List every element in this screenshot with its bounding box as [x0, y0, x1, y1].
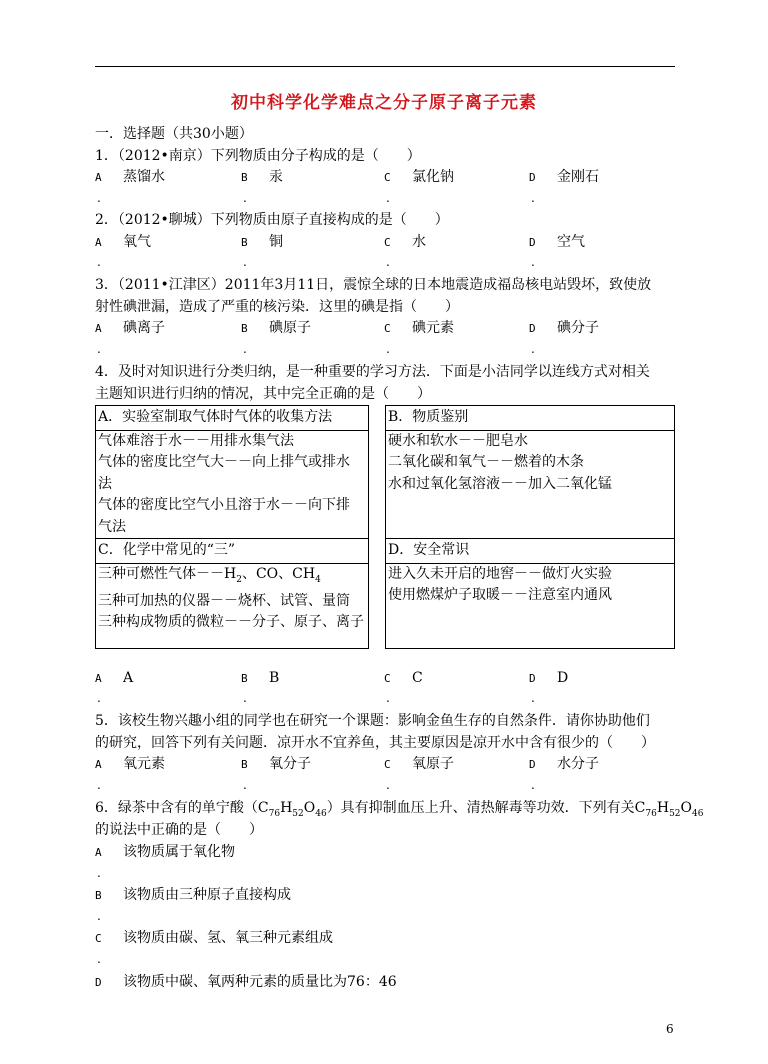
section-heading: 一．选择题（共30小题） [95, 126, 253, 142]
question-2-stem: 2．（2012•聊城）下列物质由原子直接构成的是（ ） [95, 212, 449, 228]
q4-dot-d: . [531, 691, 535, 705]
cell-c-line: 三种可燃性气体$--H_2$、CO、$CH_4$ [98, 565, 321, 585]
q3-option-d[interactable]: D 碘分子 [529, 320, 599, 336]
q1-dot-c: . [386, 191, 390, 205]
cell-b-line: 水和过氧化氢溶液－－加入二氧化锰 [388, 475, 612, 492]
q3-dot-d: . [531, 342, 535, 356]
q4-option-b[interactable]: B B [241, 670, 280, 686]
table-gap [369, 539, 386, 649]
q5-dot-c: . [386, 778, 390, 792]
q6-option-b[interactable]: B 该物质由三种原子直接构成 [95, 887, 291, 903]
question-5-stem-line-1: 5．该校生物兴趣小组的同学也在研究一个课题：影响金鱼生存的自然条件．请你协助他们 [95, 713, 650, 729]
q2-option-b[interactable]: B 铜 [241, 234, 283, 250]
question-5-stem-line-2: 的研究，回答下列有关问题．凉开水不宜养鱼，其主要原因是凉开水中含有很少的（ ） [95, 735, 655, 751]
cell-a-line: 气体的密度比空气大－－向上排气或排水 [98, 454, 350, 470]
q3-dot-b: . [243, 342, 247, 356]
q2-dot-c: . [386, 255, 390, 269]
q5-dot-a: . [97, 778, 101, 792]
q5-dot-b: . [243, 778, 247, 792]
page-number: 6 [666, 1022, 674, 1036]
cell-a-heading: A．实验室制取气体时气体的收集方法 [96, 406, 368, 431]
q1-option-a[interactable]: A 蒸馏水 [95, 169, 165, 185]
cell-a-line: 气法 [98, 518, 126, 535]
question-1-stem: 1．（2012•南京）下列物质由分子构成的是（ ） [95, 148, 421, 164]
question-3-stem-line-2: 射性碘泄漏，造成了严重的核污染．这里的碘是指（ ） [95, 299, 459, 315]
q5-option-d[interactable]: D 水分子 [529, 756, 599, 772]
q2-dot-a: . [97, 255, 101, 269]
question-4-stem-line-2: 主题知识进行归纳的情况，其中完全正确的是（ ） [95, 386, 431, 402]
table-cell-c [96, 539, 369, 649]
cell-a-line: 气体的密度比空气小且溶于水－－向下排 [98, 497, 350, 513]
table-gap [369, 406, 386, 539]
q5-option-c[interactable]: C 氧原子 [384, 756, 454, 772]
q6-option-c[interactable]: C 该物质由碳、氢、氧三种元素组成 [95, 930, 333, 946]
cell-a-body [96, 431, 368, 539]
q2-dot-d: . [531, 255, 535, 269]
cell-a-line: 法 [98, 475, 112, 492]
q4-option-a[interactable]: A A [95, 670, 134, 686]
q3-option-b[interactable]: B 碘原子 [241, 320, 311, 336]
q1-dot-d: . [531, 191, 535, 205]
question-3-stem-line-1: 3．（2011•江津区）2011年3月11日，震惊全球的日本地震造成福岛核电站毁坏，致使放 [95, 277, 652, 293]
cell-b-heading: B．物质鉴别 [386, 406, 674, 431]
cell-d-line: 使用燃煤炉子取暖－－注意室内通风 [388, 587, 612, 603]
q2-option-a[interactable]: A 氧气 [95, 234, 151, 250]
q1-option-d[interactable]: D 金刚石 [529, 169, 599, 185]
cell-c-line: 三种构成物质的微粒－－分子、原子、离子 [98, 614, 364, 631]
classification-table [95, 405, 675, 649]
q6-dot-c: . [97, 952, 101, 966]
q1-option-c[interactable]: C 氯化钠 [384, 169, 454, 185]
table-cell-b [386, 406, 675, 539]
cell-b-line: 二氧化碳和氧气－－燃着的木条 [388, 454, 584, 470]
q1-option-b[interactable]: B 汞 [241, 169, 283, 185]
q1-dot-b: . [243, 191, 247, 205]
q2-dot-b: . [243, 255, 247, 269]
table-cell-a [96, 406, 369, 539]
cell-d-body [386, 564, 674, 607]
question-4-stem-line-1: 4．及时对知识进行分类归纳，是一种重要的学习方法．下面是小洁同学以连线方式对相关 [95, 364, 650, 380]
cell-c-body [96, 564, 368, 634]
q5-option-a[interactable]: A 氧元素 [95, 756, 165, 772]
q1-dot-a: . [97, 191, 101, 205]
cell-d-heading: D．安全常识 [386, 539, 674, 564]
q6-dot-b: . [97, 909, 101, 923]
q4-dot-a: . [97, 691, 101, 705]
q6-option-a[interactable]: A 该物质属于氧化物 [95, 844, 235, 860]
q3-dot-a: . [97, 342, 101, 356]
cell-b-body [386, 431, 674, 496]
q6-option-d[interactable]: D 该物质中碳、氧两种元素的质量比为76：46 [95, 974, 397, 990]
q3-option-a[interactable]: A 碘离子 [95, 320, 165, 336]
question-6-stem-line-1: 6．绿茶中含有的单宁酸$(C_{76}H_{52}O_{46})$具有抑制血压上升、清热解毒等功效．下列有关$C_{76}H_{52}O_{46}$ [95, 800, 704, 819]
q2-option-d[interactable]: D 空气 [529, 234, 585, 250]
q3-option-c[interactable]: C 碘元素 [384, 320, 454, 336]
cell-d-line: 进入久未开启的地窖－－做灯火实验 [388, 565, 612, 582]
table-cell-d [386, 539, 675, 649]
cell-a-line: 气体难溶于水－－用排水集气法 [98, 432, 294, 449]
q4-dot-b: . [243, 691, 247, 705]
q3-dot-c: . [386, 342, 390, 356]
document-title: 初中科学化学难点之分子原子离子元素 [231, 93, 537, 113]
q5-dot-d: . [531, 778, 535, 792]
cell-c-heading: C．化学中常见的“三” [96, 539, 368, 564]
cell-c-line: 三种可加热的仪器－－烧杯、试管、量筒 [98, 592, 350, 609]
cell-b-line: 硬水和软水－－肥皂水 [388, 432, 528, 449]
q6-dot-a: . [97, 866, 101, 880]
header-rule [95, 66, 675, 67]
q2-option-c[interactable]: C 水 [384, 234, 426, 250]
question-6-stem-line-2: 的说法中正确的是（ ） [95, 822, 263, 838]
q4-dot-c: . [386, 691, 390, 705]
q4-option-d[interactable]: D D [529, 670, 569, 686]
q5-option-b[interactable]: B 氧分子 [241, 756, 311, 772]
q4-option-c[interactable]: C C [384, 670, 423, 686]
